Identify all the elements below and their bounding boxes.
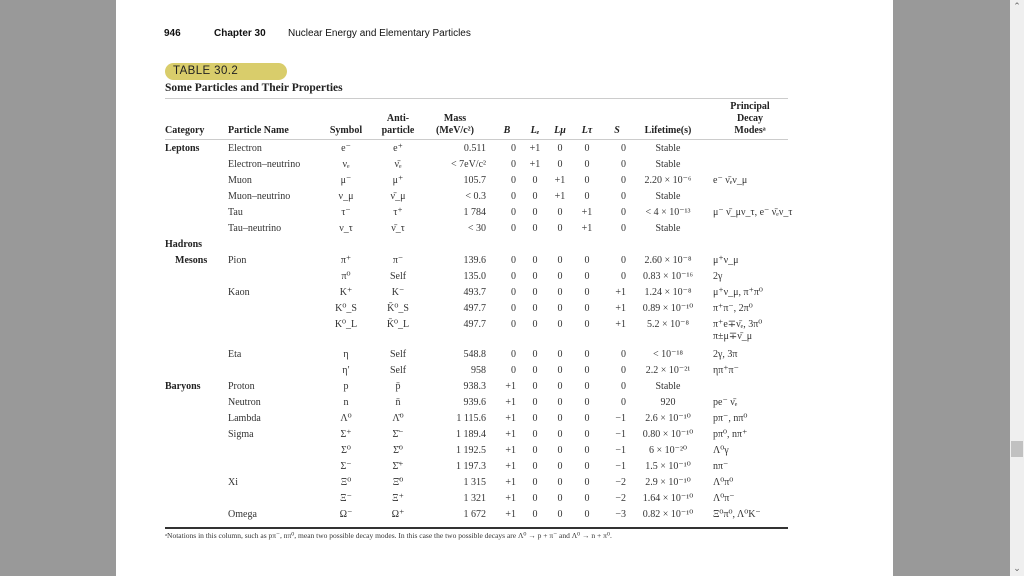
cell-anti: p̄ — [395, 381, 401, 392]
cell-lmu: 0 — [557, 159, 563, 170]
column-header-decay-line: Decay — [736, 113, 764, 124]
cell-category: Leptons — [165, 143, 200, 154]
cell-le: 0 — [532, 461, 538, 472]
column-header-lifetime: Lifetime(s) — [644, 125, 692, 136]
cell-lmu: 0 — [557, 397, 563, 408]
cell-symbol: νₑ — [342, 159, 350, 170]
cell-anti: Σ̄⁰ — [393, 445, 403, 456]
cell-ltau: 0 — [584, 461, 590, 472]
cell-b: 0 — [511, 287, 516, 298]
cell-lmu: 0 — [557, 493, 563, 504]
cell-symbol: π⁰ — [341, 271, 351, 282]
cell-decay: ηπ⁺π⁻ — [713, 365, 739, 376]
cell-life: 1.5 × 10⁻¹⁰ — [645, 461, 691, 472]
cell-le: +1 — [529, 159, 541, 170]
cell-s: −1 — [615, 445, 626, 456]
cell-mass: 139.6 — [463, 255, 486, 266]
caption-rule — [165, 98, 788, 99]
cell-anti: Λ̄⁰ — [392, 413, 404, 424]
cell-name: Electron–neutrino — [228, 159, 301, 170]
cell-anti: π⁻ — [392, 255, 404, 266]
cell-lmu: 0 — [557, 143, 563, 154]
cell-lmu: 0 — [557, 429, 563, 440]
cell-anti: Ω⁺ — [391, 509, 405, 520]
cell-decay: 2γ, 3π — [713, 349, 738, 360]
cell-s: −2 — [615, 493, 626, 504]
cell-le: 0 — [532, 319, 538, 330]
cell-symbol: Σ⁰ — [341, 445, 351, 456]
column-header-mass-line: Mass — [443, 113, 467, 124]
cell-life: 920 — [660, 397, 676, 408]
cell-anti: e⁺ — [393, 143, 403, 154]
cell-anti: Σ̄⁻ — [392, 429, 404, 440]
cell-mass: 0.511 — [463, 143, 486, 154]
cell-name: Tau–neutrino — [228, 223, 282, 234]
cell-mass: < 0.3 — [465, 191, 486, 202]
cell-anti: K⁻ — [391, 287, 405, 298]
column-header-antiparticle-line: Anti- — [386, 113, 410, 124]
cell-lmu: 0 — [557, 255, 563, 266]
cell-b: +1 — [505, 493, 516, 504]
cell-ltau: 0 — [584, 319, 590, 330]
cell-anti: ν̄_μ — [390, 191, 406, 202]
cell-s: +1 — [615, 303, 626, 314]
cell-anti: ν̄_τ — [391, 223, 405, 234]
cell-anti: K̄⁰_L — [386, 319, 410, 330]
cell-anti: Σ̄⁺ — [392, 461, 404, 472]
cell-s: +1 — [615, 319, 626, 330]
cell-life: Stable — [655, 159, 681, 170]
cell-life: 0.82 × 10⁻¹⁰ — [642, 509, 694, 520]
cell-mass: 1 115.6 — [456, 413, 486, 424]
vertical-scrollbar[interactable] — [1010, 0, 1024, 576]
column-header-mass-line: (MeV/c²) — [436, 125, 474, 136]
cell-s: 0 — [621, 223, 626, 234]
cell-ltau: 0 — [584, 143, 590, 154]
cell-le: 0 — [532, 175, 538, 186]
cell-name: Electron — [228, 143, 262, 154]
cell-b: +1 — [505, 413, 516, 424]
cell-category: Mesons — [175, 255, 208, 266]
column-header-symbol: Symbol — [329, 125, 363, 136]
cell-s: 0 — [621, 159, 626, 170]
cell-mass: < 30 — [467, 223, 486, 234]
cell-anti: τ⁺ — [393, 207, 403, 218]
cell-ltau: 0 — [584, 413, 590, 424]
column-header-particle-name: Particle Name — [228, 125, 289, 136]
cell-le: 0 — [532, 255, 538, 266]
cell-le: 0 — [532, 429, 538, 440]
column-header-B: B — [503, 125, 511, 136]
cell-symbol: ν_μ — [338, 191, 354, 202]
cell-mass: 105.7 — [463, 175, 486, 186]
cell-name: Proton — [228, 381, 255, 392]
bottom-rule — [165, 527, 788, 529]
cell-ltau: 0 — [584, 493, 590, 504]
cell-decay: pe⁻ ν̄ₑ — [713, 397, 738, 408]
cell-symbol: n — [343, 397, 349, 408]
cell-decay: μ⁺ν_μ — [713, 255, 739, 266]
cell-lmu: 0 — [557, 381, 563, 392]
cell-life: < 10⁻¹⁸ — [653, 349, 683, 360]
cell-anti: Self — [389, 271, 407, 282]
cell-b: 0 — [511, 271, 516, 282]
cell-ltau: 0 — [584, 381, 590, 392]
cell-life: 0.80 × 10⁻¹⁰ — [642, 429, 694, 440]
cell-b: 0 — [511, 365, 516, 376]
cell-b: 0 — [511, 319, 516, 330]
cell-b: 0 — [511, 159, 516, 170]
cell-mass: 548.8 — [463, 349, 486, 360]
cell-category: Baryons — [165, 381, 201, 392]
cell-mass: 939.6 — [463, 397, 486, 408]
cell-lmu: 0 — [557, 223, 563, 234]
cell-ltau: 0 — [584, 477, 590, 488]
cell-decay: Λ⁰π⁰ — [713, 477, 734, 488]
cell-ltau: 0 — [584, 397, 590, 408]
cell-name: Xi — [228, 477, 238, 488]
cell-symbol: Λ⁰ — [340, 413, 352, 424]
cell-decay: π±μ∓ν̄_μ — [713, 331, 753, 342]
scroll-up-arrow-icon[interactable]: ⌃ — [1013, 2, 1021, 12]
chapter-title: Nuclear Energy and Elementary Particles — [288, 28, 471, 39]
cell-category: Hadrons — [165, 239, 203, 250]
cell-le: 0 — [532, 493, 538, 504]
cell-lmu: 0 — [557, 509, 563, 520]
cell-mass: 1 672 — [463, 509, 486, 520]
cell-symbol: ν_τ — [339, 223, 353, 234]
cell-mass: 1 315 — [463, 477, 486, 488]
cell-le: 0 — [532, 397, 538, 408]
column-header-antiparticle-line: particle — [381, 125, 415, 136]
cell-lmu: 0 — [557, 365, 563, 376]
cell-ltau: 0 — [584, 429, 590, 440]
cell-symbol: Σ⁺ — [340, 429, 352, 440]
cell-le: 0 — [532, 223, 538, 234]
cell-lmu: 0 — [557, 207, 563, 218]
cell-b: 0 — [511, 191, 516, 202]
cell-mass: 1 189.4 — [456, 429, 486, 440]
cell-ltau: +1 — [581, 207, 593, 218]
cell-name: Muon–neutrino — [228, 191, 291, 202]
cell-lmu: 0 — [557, 303, 563, 314]
cell-ltau: 0 — [584, 287, 590, 298]
cell-le: 0 — [532, 287, 538, 298]
cell-mass: 1 192.5 — [456, 445, 486, 456]
cell-life: Stable — [655, 143, 681, 154]
column-header-Le: Lₑ — [530, 125, 540, 136]
cell-b: +1 — [505, 461, 516, 472]
cell-le: 0 — [532, 413, 538, 424]
cell-decay: Ξ⁰π⁰, Λ⁰K⁻ — [713, 509, 761, 520]
cell-s: 0 — [621, 191, 626, 202]
cell-life: 2.6 × 10⁻¹⁰ — [645, 413, 691, 424]
cell-name: Neutron — [228, 397, 261, 408]
cell-life: 2.9 × 10⁻¹⁰ — [645, 477, 691, 488]
cell-decay: Λ⁰π⁻ — [713, 493, 735, 504]
cell-ltau: 0 — [584, 303, 590, 314]
column-header-decay-line: Principal — [730, 101, 770, 112]
cell-ltau: +1 — [581, 223, 593, 234]
cell-life: 1.24 × 10⁻⁸ — [644, 287, 692, 298]
cell-b: +1 — [505, 509, 516, 520]
cell-le: 0 — [532, 303, 538, 314]
cell-decay: μ⁻ ν̄_μν_τ, e⁻ ν̄ₑν_τ — [713, 207, 793, 218]
header-rule — [165, 139, 788, 140]
cell-decay: π⁺π⁻, 2π⁰ — [713, 303, 753, 314]
cell-name: Pion — [228, 255, 247, 266]
cell-s: −1 — [615, 413, 626, 424]
cell-ltau: 0 — [584, 349, 590, 360]
cell-name: Eta — [228, 349, 242, 360]
cell-b: 0 — [511, 349, 516, 360]
cell-life: 2.2 × 10⁻²¹ — [645, 365, 691, 376]
cell-anti: K̄⁰_S — [387, 303, 409, 314]
cell-life: 2.60 × 10⁻⁸ — [644, 255, 692, 266]
cell-anti: Self — [389, 349, 407, 360]
cell-b: +1 — [505, 445, 516, 456]
cell-lmu: +1 — [554, 191, 566, 202]
cell-s: 0 — [621, 175, 626, 186]
cell-decay: μ⁺ν_μ, π⁺π⁰ — [713, 287, 763, 298]
cell-name: Sigma — [228, 429, 254, 440]
cell-anti: Ξ⁺ — [392, 493, 404, 504]
cell-le: +1 — [529, 143, 541, 154]
cell-name: Omega — [228, 509, 257, 520]
cell-mass: 497.7 — [463, 303, 486, 314]
cell-name: Kaon — [228, 287, 250, 298]
cell-symbol: μ⁻ — [340, 175, 352, 186]
cell-decay: Λ⁰γ — [713, 445, 729, 456]
cell-mass: 1 197.3 — [456, 461, 486, 472]
cell-name: Tau — [228, 207, 243, 218]
cell-life: Stable — [655, 381, 681, 392]
cell-decay: π⁺e∓ν̄ₑ, 3π⁰ — [713, 319, 763, 330]
cell-mass: 497.7 — [463, 319, 486, 330]
cell-ltau: 0 — [584, 271, 590, 282]
cell-b: 0 — [511, 207, 516, 218]
cell-mass: 1 784 — [463, 207, 486, 218]
cell-s: 0 — [621, 271, 626, 282]
cell-le: 0 — [532, 191, 538, 202]
cell-mass: 135.0 — [463, 271, 486, 282]
cell-ltau: 0 — [584, 191, 590, 202]
cell-symbol: η — [343, 349, 349, 360]
cell-ltau: 0 — [584, 175, 590, 186]
cell-lmu: 0 — [557, 413, 563, 424]
cell-mass: 493.7 — [463, 287, 486, 298]
cell-ltau: 0 — [584, 509, 590, 520]
cell-b: +1 — [505, 381, 516, 392]
cell-anti: μ⁺ — [392, 175, 404, 186]
cell-symbol: Σ⁻ — [340, 461, 352, 472]
cell-s: −2 — [615, 477, 626, 488]
cell-le: 0 — [532, 445, 538, 456]
cell-le: 0 — [532, 477, 538, 488]
cell-ltau: 0 — [584, 255, 590, 266]
cell-anti: ν̄ₑ — [394, 159, 402, 170]
cell-b: 0 — [511, 223, 516, 234]
cell-b: +1 — [505, 397, 516, 408]
cell-symbol: e⁻ — [341, 143, 351, 154]
cell-ltau: 0 — [584, 445, 590, 456]
cell-s: 0 — [621, 207, 626, 218]
cell-decay: 2γ — [713, 271, 723, 282]
cell-name: Lambda — [228, 413, 261, 424]
cell-symbol: K⁰_S — [335, 303, 357, 314]
cell-symbol: K⁰_L — [334, 319, 358, 330]
cell-lmu: 0 — [557, 445, 563, 456]
cell-le: 0 — [532, 381, 538, 392]
cell-life: Stable — [655, 191, 681, 202]
column-header-Ltau: Lτ — [581, 125, 593, 136]
cell-s: 0 — [621, 143, 626, 154]
column-header-S: S — [614, 125, 620, 136]
column-header-decay-line: Modesᵃ — [734, 125, 766, 136]
column-header-Lmu: Lμ — [554, 125, 566, 136]
cell-lmu: 0 — [557, 287, 563, 298]
cell-b: +1 — [505, 429, 516, 440]
cell-b: 0 — [511, 143, 516, 154]
cell-lmu: 0 — [557, 349, 563, 360]
cell-s: −1 — [615, 429, 626, 440]
cell-le: 0 — [532, 207, 538, 218]
cell-decay: pπ⁻, nπ⁰ — [713, 413, 748, 424]
column-header-category: Category — [165, 125, 205, 136]
cell-life: 0.83 × 10⁻¹⁶ — [643, 271, 693, 282]
cell-symbol: η′ — [342, 365, 350, 376]
cell-lmu: 0 — [557, 271, 563, 282]
cell-lmu: +1 — [554, 175, 566, 186]
cell-b: 0 — [511, 255, 516, 266]
cell-s: 0 — [621, 381, 626, 392]
cell-s: 0 — [621, 349, 626, 360]
cell-decay: nπ⁻ — [713, 461, 729, 472]
cell-life: 2.20 × 10⁻⁶ — [644, 175, 692, 186]
cell-s: −3 — [615, 509, 626, 520]
cell-symbol: Ξ⁰ — [340, 477, 352, 488]
cell-symbol: τ⁻ — [341, 207, 351, 218]
cell-life: 1.64 × 10⁻¹⁰ — [642, 493, 694, 504]
cell-mass: 938.3 — [463, 381, 486, 392]
cell-s: +1 — [615, 287, 626, 298]
cell-b: +1 — [505, 477, 516, 488]
table-label-badge: TABLE 30.2 — [165, 63, 287, 80]
cell-name: Muon — [228, 175, 252, 186]
page-number: 946 — [164, 28, 181, 39]
cell-ltau: 0 — [584, 365, 590, 376]
cell-b: 0 — [511, 175, 516, 186]
cell-le: 0 — [532, 365, 538, 376]
cell-lmu: 0 — [557, 477, 563, 488]
document-page — [116, 0, 893, 576]
cell-mass: < 7eV/c² — [450, 159, 486, 170]
cell-symbol: p — [343, 381, 349, 392]
cell-life: Stable — [655, 223, 681, 234]
cell-s: 0 — [621, 397, 626, 408]
cell-symbol: Ω⁻ — [339, 509, 353, 520]
cell-s: −1 — [615, 461, 626, 472]
cell-symbol: Ξ⁻ — [340, 493, 352, 504]
cell-life: 0.89 × 10⁻¹⁰ — [642, 303, 694, 314]
cell-b: 0 — [511, 303, 516, 314]
cell-lmu: 0 — [557, 319, 563, 330]
table-footnote: ᵃNotations in this column, such as pπ⁻, nπ⁰, mean two possible decay modes. In this case the two possible decays are Λ⁰ → p + π⁻ and Λ⁰ → n + π⁰. — [165, 531, 612, 540]
scroll-thumb[interactable] — [1011, 441, 1023, 457]
table-caption: Some Particles and Their Properties — [165, 82, 343, 94]
cell-ltau: 0 — [584, 159, 590, 170]
cell-mass: 1 321 — [463, 493, 486, 504]
cell-anti: Ξ̄⁰ — [392, 477, 404, 488]
cell-symbol: K⁺ — [339, 287, 353, 298]
cell-anti: n̄ — [395, 397, 401, 408]
cell-mass: 958 — [471, 365, 486, 376]
cell-le: 0 — [532, 509, 538, 520]
chapter-label: Chapter 30 — [214, 28, 266, 39]
cell-le: 0 — [532, 349, 538, 360]
cell-decay: e⁻ ν̄ₑν_μ — [713, 175, 748, 186]
cell-lmu: 0 — [557, 461, 563, 472]
cell-life: 5.2 × 10⁻⁸ — [647, 319, 689, 330]
cell-s: 0 — [621, 255, 626, 266]
scroll-down-arrow-icon[interactable]: ⌄ — [1013, 564, 1021, 574]
cell-life: 6 × 10⁻²⁰ — [649, 445, 687, 456]
cell-decay: pπ⁰, nπ⁺ — [713, 429, 748, 440]
cell-life: < 4 × 10⁻¹³ — [645, 207, 691, 218]
cell-symbol: π⁺ — [340, 255, 352, 266]
cell-anti: Self — [389, 365, 407, 376]
cell-s: 0 — [621, 365, 626, 376]
cell-le: 0 — [532, 271, 538, 282]
